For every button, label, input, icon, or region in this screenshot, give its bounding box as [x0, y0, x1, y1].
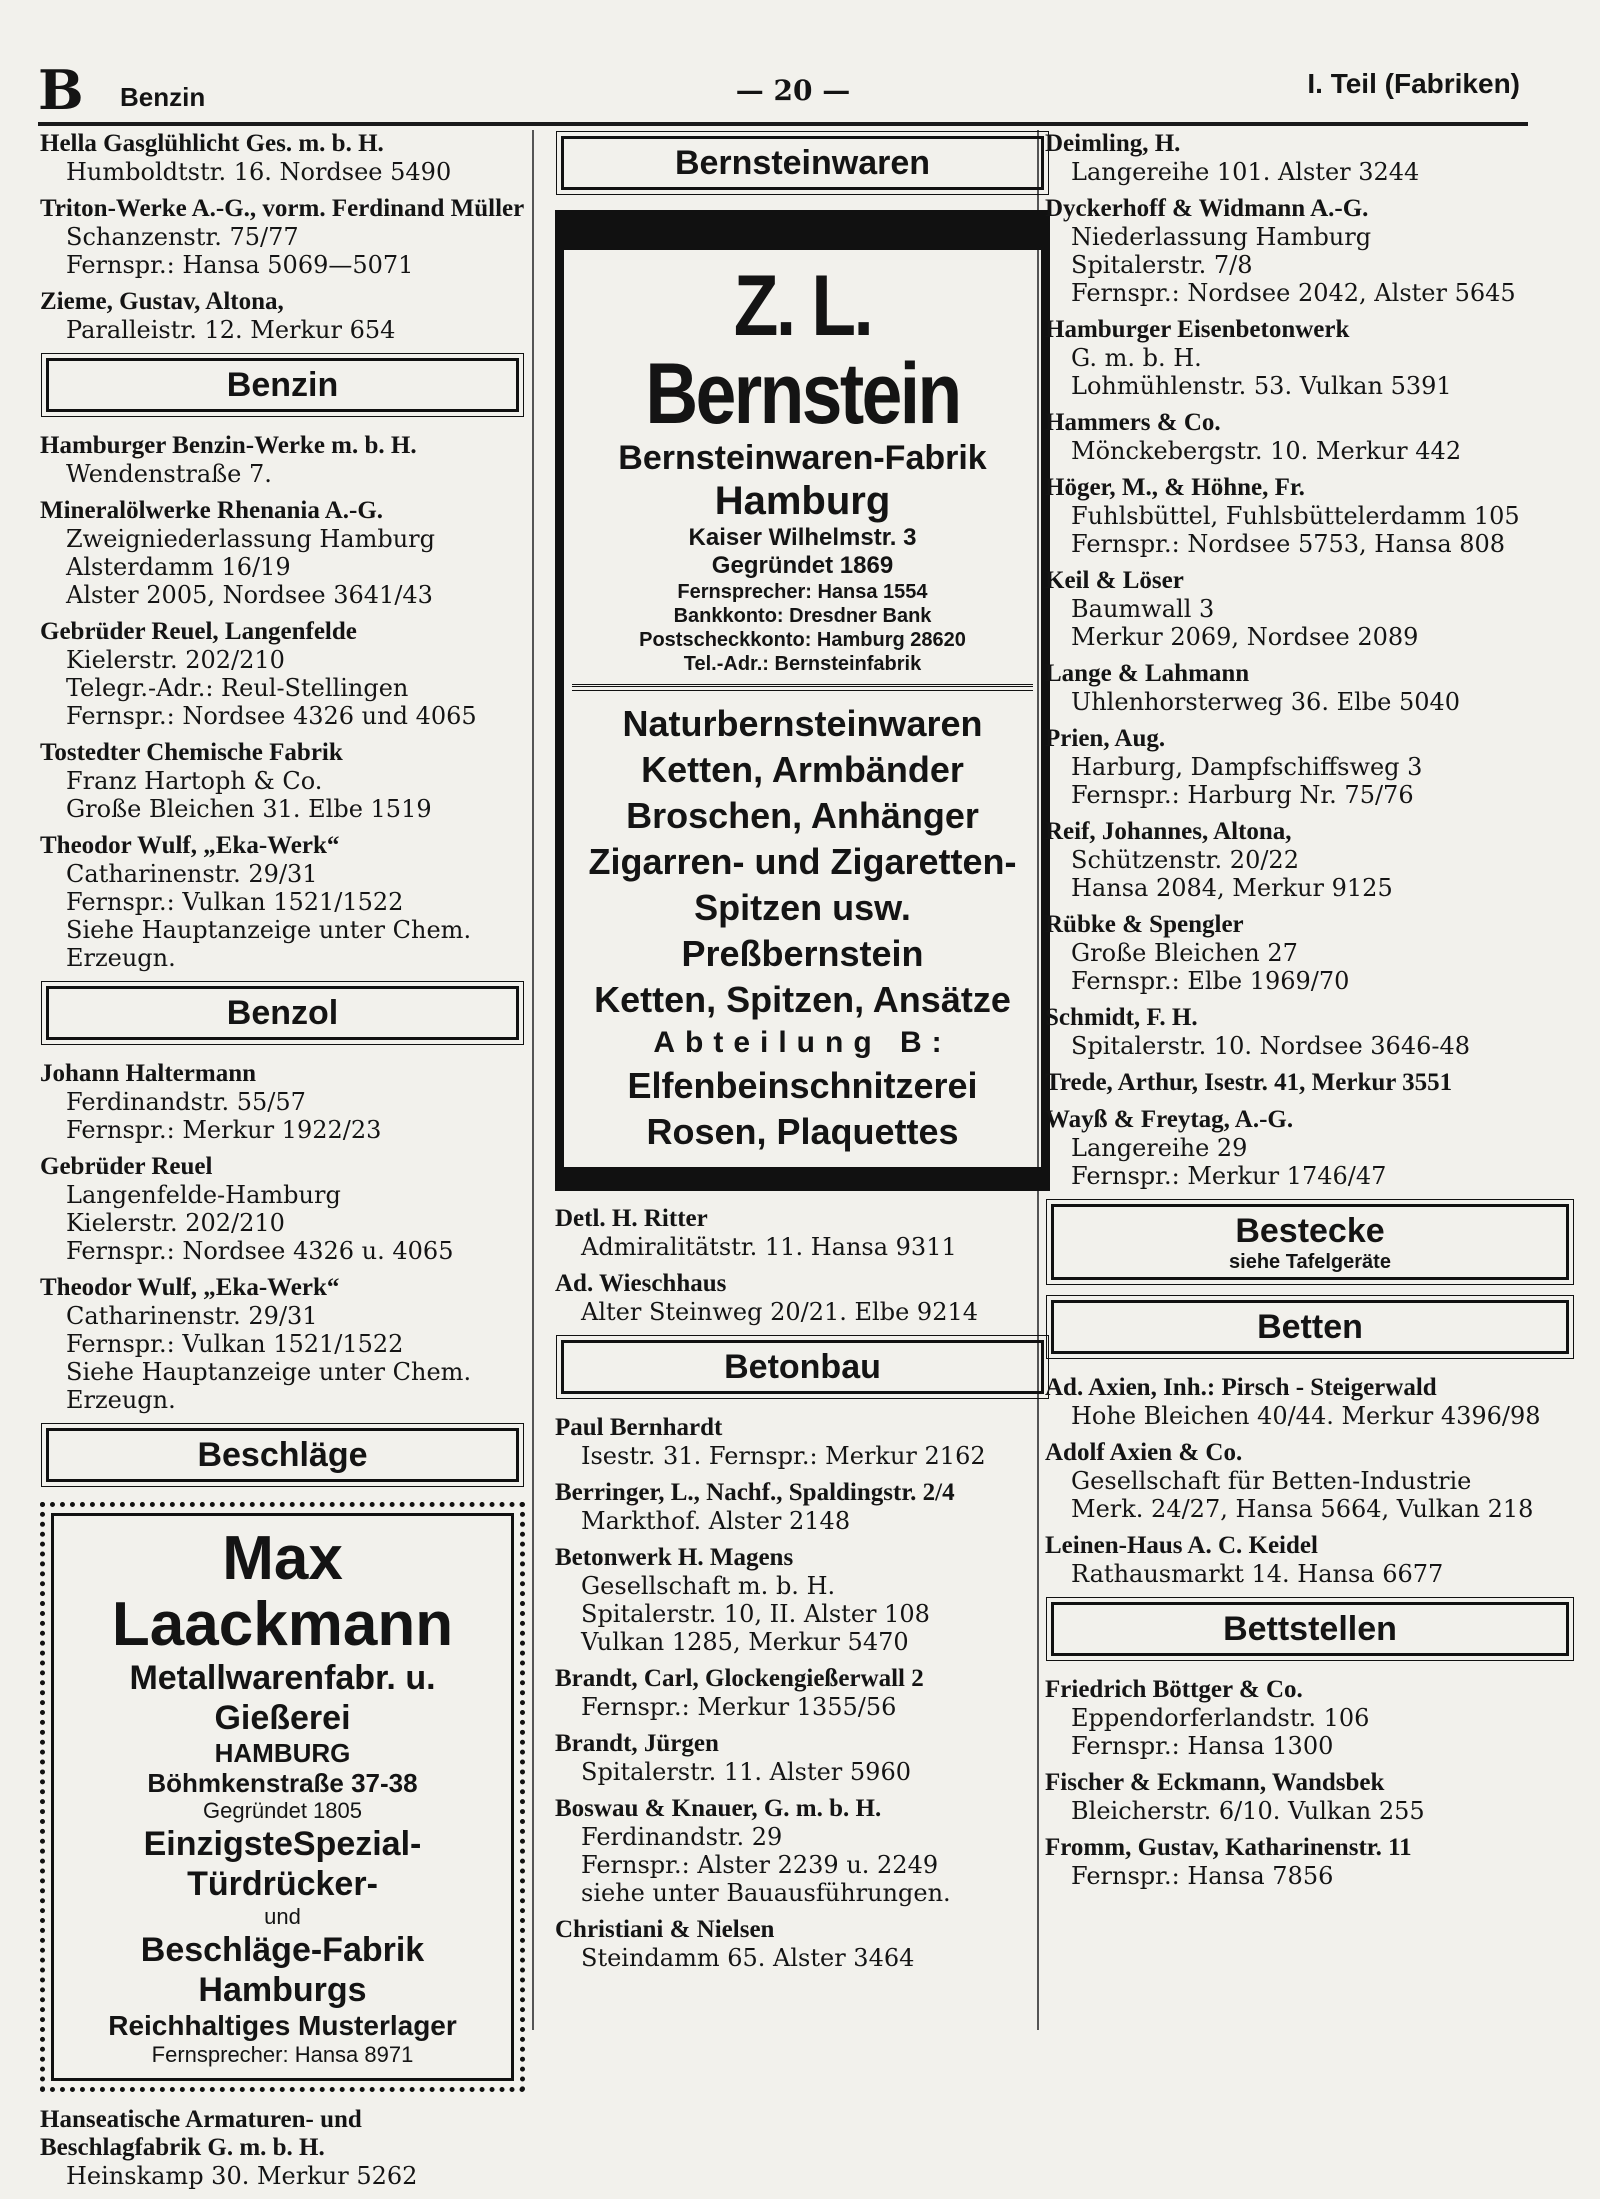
entry-line: Hansa 2084, Merkur 9125 — [1071, 874, 1393, 902]
section-title-betonbau: Betonbau — [561, 1340, 1044, 1394]
directory-entry — [40, 2106, 525, 2190]
directory-entry — [40, 618, 525, 730]
ad-product: Ketten, Armbänder — [641, 749, 964, 790]
entry-line: Langereihe 29 — [1071, 1134, 1248, 1162]
entry-name: Schmidt, F. H. — [1045, 1004, 1198, 1031]
ad-line: Postscheckkonto: Hamburg 28620 — [639, 629, 966, 651]
entry-name: Wayß & Freytag, A.-G. — [1045, 1106, 1294, 1133]
ad-product: Broschen, Anhänger — [626, 795, 979, 836]
directory-entry — [555, 1730, 1050, 1786]
entry-name: Hamburger Eisenbetonwerk — [1045, 316, 1350, 343]
entry-name: Tostedter Chemische Fabrik — [40, 739, 343, 766]
entry-line: Harburg, Dampfschiffsweg 3 — [1071, 753, 1423, 781]
entry-line: Fuhlsbüttel, Fuhlsbüttelerdamm 105 — [1071, 502, 1520, 530]
entry-name: Detl. H. Ritter — [555, 1205, 708, 1232]
entry-list — [555, 1205, 1050, 1326]
entry-line: Fernspr.: Hansa 7856 — [1071, 1862, 1334, 1890]
directory-entry — [1045, 1374, 1575, 1430]
entry-line: Merk. 24/27, Hansa 5664, Vulkan 218 — [1071, 1495, 1534, 1523]
ad-divider — [572, 684, 1033, 691]
entry-name: Lange & Lahmann — [1045, 660, 1250, 687]
entry-line: Humboldtstr. 16. Nordsee 5490 — [66, 158, 452, 186]
directory-entry — [40, 288, 525, 344]
section-title-benzol: Benzol — [46, 986, 519, 1040]
entry-line: Zweigniederlassung Hamburg — [66, 525, 436, 553]
section-letter: B — [38, 58, 84, 122]
entry-line: Catharinenstr. 29/31 — [66, 860, 318, 888]
ad-line: HAMBURG — [214, 1738, 351, 1768]
ad-product: Spitzen usw. — [694, 887, 911, 928]
directory-entry — [40, 195, 525, 279]
entry-line: Baumwall 3 — [1071, 595, 1215, 623]
entry-line: Spitalerstr. 10. Nordsee 3646-48 — [1071, 1032, 1470, 1060]
entry-line: Fernspr.: Nordsee 4326 und 4065 — [66, 702, 477, 730]
directory-entry — [1045, 1069, 1575, 1097]
entry-list — [1045, 1374, 1575, 1588]
ad-product: Rosen, Plaquettes — [646, 1111, 959, 1152]
entry-line: G. m. b. H. — [1071, 344, 1202, 372]
directory-entry — [1045, 1834, 1575, 1890]
ad-line: Gegründet 1869 — [711, 552, 894, 579]
entry-line: Steindamm 65. Alster 3464 — [581, 1944, 915, 1972]
entry-name: Fromm, Gustav, Katharinenstr. 11 — [1045, 1834, 1412, 1861]
section-title-betten: Betten — [1051, 1300, 1569, 1354]
ad-line: und — [264, 1904, 301, 1929]
directory-entry — [1045, 911, 1575, 995]
entry-line: Alster 2005, Nordsee 3641/43 — [66, 581, 433, 609]
entry-line: Isestr. 31. Fernspr.: Merkur 2162 — [581, 1442, 986, 1470]
entry-name: Paul Bernhardt — [555, 1414, 723, 1441]
entry-line: Spitalerstr. 10, II. Alster 108 — [581, 1600, 930, 1628]
entry-name: Dyckerhoff & Widmann A.-G. — [1045, 195, 1369, 222]
entry-line: Kielerstr. 202/210 — [66, 646, 285, 674]
directory-entry — [40, 832, 525, 972]
entry-line: Große Bleichen 27 — [1071, 939, 1298, 967]
section-title-bettstellen: Bettstellen — [1051, 1602, 1569, 1656]
ad-product: Preßbernstein — [681, 933, 924, 974]
ad-line: Bernsteinwaren-Fabrik — [618, 439, 987, 477]
directory-entry — [1045, 1439, 1575, 1523]
page-header — [38, 58, 1528, 126]
entry-line: Große Bleichen 31. Elbe 1519 — [66, 795, 432, 823]
entry-line: Eppendorferlandstr. 106 — [1071, 1704, 1370, 1732]
entry-list — [1045, 130, 1575, 1190]
entry-line: Niederlassung Hamburg — [1071, 223, 1372, 251]
directory-entry — [40, 1060, 525, 1144]
column-2 — [555, 130, 1050, 1981]
ad-department: Abteilung B: — [653, 1026, 952, 1059]
ad-product: Ketten, Spitzen, Ansätze — [594, 979, 1011, 1020]
entry-line: Schützenstr. 20/22 — [1071, 846, 1299, 874]
entry-name: Hamburger Benzin-Werke m. b. H. — [40, 432, 417, 459]
entry-name: Deimling, H. — [1045, 130, 1181, 157]
entry-name: Christiani & Nielsen — [555, 1916, 775, 1943]
entry-line: Lohmühlenstr. 53. Vulkan 5391 — [1071, 372, 1452, 400]
directory-entry — [40, 497, 525, 609]
column-divider — [532, 130, 534, 2030]
directory-entry — [40, 739, 525, 823]
ad-company-name: Max Laackmann — [111, 1524, 454, 1659]
directory-entry — [1045, 1769, 1575, 1825]
entry-name: Gebrüder Reuel, Langenfelde — [40, 618, 357, 645]
directory-entry — [1045, 1676, 1575, 1760]
entry-name: Johann Haltermann — [40, 1060, 257, 1087]
entry-name: Friedrich Böttger & Co. — [1045, 1676, 1303, 1703]
entry-line: Siehe Hauptanzeige unter Chem. Erzeugn. — [66, 916, 472, 972]
entry-line: Fernspr.: Hansa 5069—5071 — [66, 251, 414, 279]
entry-line: Kielerstr. 202/210 — [66, 1209, 285, 1237]
entry-line: Telegr.-Adr.: Reul-Stellingen — [66, 674, 409, 702]
entry-name: Betonwerk H. Magens — [555, 1544, 794, 1571]
entry-line: Uhlenhorsterweg 36. Elbe 5040 — [1071, 688, 1461, 716]
column-1 — [40, 130, 525, 2199]
entry-list — [555, 1414, 1050, 1972]
header-part: I. Teil (Fabriken) — [1307, 68, 1520, 99]
entry-line: Spitalerstr. 7/8 — [1071, 251, 1253, 279]
directory-entry — [1045, 195, 1575, 307]
ad-line: Tel.-Adr.: Bernsteinfabrik — [683, 653, 922, 675]
section-title-bernsteinwaren: Bernsteinwaren — [561, 136, 1044, 190]
entry-line: Fernspr.: Nordsee 5753, Hansa 808 — [1071, 530, 1506, 558]
advertisement-bernstein — [555, 210, 1050, 1191]
ad-line: Hamburg — [714, 479, 891, 523]
directory-entry — [555, 1795, 1050, 1907]
entry-name: Mineralölwerke Rhenania A.-G. — [40, 497, 384, 524]
entry-name: Hanseatische Armaturen- und Beschlagfabrik G. m. b. H. — [40, 2106, 362, 2161]
entry-line: Merkur 2069, Nordsee 2089 — [1071, 623, 1419, 651]
section-title-bestecke — [1051, 1204, 1569, 1280]
section-subtitle: siehe Tafelgeräte — [1229, 1251, 1391, 1273]
directory-entry — [555, 1665, 1050, 1721]
page-number: — 20 — — [735, 74, 851, 107]
directory-entry — [1045, 660, 1575, 716]
ad-product: Naturbernsteinwaren — [622, 703, 983, 744]
entry-name: Triton-Werke A.-G., vorm. Ferdinand Müller — [40, 195, 525, 222]
entry-line: Fernspr.: Merkur 1922/23 — [66, 1116, 382, 1144]
entry-line: Ferdinandstr. 55/57 — [66, 1088, 306, 1116]
ad-line: Bankkonto: Dresdner Bank — [673, 605, 932, 627]
entry-line: Ferdinandstr. 29 — [581, 1823, 783, 1851]
entry-line: Alter Steinweg 20/21. Elbe 9214 — [581, 1298, 979, 1326]
entry-name: Berringer, L., Nachf., Spaldingstr. 2/4 — [555, 1479, 955, 1506]
entry-list — [40, 1060, 525, 1414]
entry-name: Fischer & Eckmann, Wandsbek — [1045, 1769, 1385, 1796]
entry-name: Höger, M., & Höhne, Fr. — [1045, 474, 1305, 501]
entry-line: Fernspr.: Nordsee 4326 u. 4065 — [66, 1237, 454, 1265]
directory-entry — [40, 432, 525, 488]
ad-line: Beschläge-Fabrik Hamburgs — [140, 1931, 425, 2009]
ad-line: Fernsprecher: Hansa 1554 — [677, 581, 928, 603]
directory-entry — [1045, 567, 1575, 651]
entry-name: Theodor Wulf, „Eka-Werk“ — [40, 1274, 340, 1301]
column-3 — [1045, 130, 1575, 1899]
entry-line: Rathausmarkt 14. Hansa 6677 — [1071, 1560, 1444, 1588]
entry-line: Gesellschaft m. b. H. — [581, 1572, 836, 1600]
entry-line: Fernspr.: Merkur 1746/47 — [1071, 1162, 1387, 1190]
entry-name: Brandt, Jürgen — [555, 1730, 719, 1757]
directory-entry — [1045, 1106, 1575, 1190]
entry-line: Mönckebergstr. 10. Merkur 442 — [1071, 437, 1462, 465]
entry-line: Spitalerstr. 11. Alster 5960 — [581, 1758, 911, 1786]
ad-line: EinzigsteSpezial-Türdrücker- — [143, 1825, 422, 1903]
directory-entry — [555, 1479, 1050, 1535]
ad-product: Elfenbeinschnitzerei — [627, 1065, 978, 1106]
entry-line: Langenfelde-Hamburg — [66, 1181, 341, 1209]
entry-line: Admiralitätstr. 11. Hansa 9311 — [581, 1233, 957, 1261]
entry-line: siehe unter Bauausführungen. — [581, 1879, 951, 1907]
entry-name: Brandt, Carl, Glockengießerwall 2 — [555, 1665, 924, 1692]
entry-line: Vulkan 1285, Merkur 5470 — [581, 1628, 909, 1656]
entry-name: Zieme, Gustav, Altona, — [40, 288, 284, 315]
entry-name: Ad. Axien, Inh.: Pirsch - Steigerwald — [1045, 1374, 1437, 1401]
directory-entry — [1045, 818, 1575, 902]
entry-line: Heinskamp 30. Merkur 5262 — [66, 2162, 418, 2190]
entry-list — [40, 432, 525, 972]
entry-line: Fernspr.: Hansa 1300 — [1071, 1732, 1334, 1760]
directory-entry — [1045, 1004, 1575, 1060]
directory-entry — [555, 1916, 1050, 1972]
entry-line: Paralleistr. 12. Merkur 654 — [66, 316, 396, 344]
directory-entry — [1045, 130, 1575, 186]
entry-name: Prien, Aug. — [1045, 725, 1166, 752]
entry-line: Alsterdamm 16/19 — [66, 553, 291, 581]
ad-product: Zigarren- und Zigaretten- — [588, 841, 1017, 882]
directory-entry — [1045, 409, 1575, 465]
ad-line: Metallwarenfabr. u. Gießerei — [129, 1659, 436, 1737]
directory-entry — [1045, 316, 1575, 400]
entry-line: Fernspr.: Elbe 1969/70 — [1071, 967, 1350, 995]
entry-name: Leinen-Haus A. C. Keidel — [1045, 1532, 1318, 1559]
entry-name: Theodor Wulf, „Eka-Werk“ — [40, 832, 340, 859]
entry-name: Ad. Wieschhaus — [555, 1270, 727, 1297]
entry-line: Fernspr.: Vulkan 1521/1522 — [66, 1330, 404, 1358]
entry-name: Trede, Arthur, Isestr. 41, Merkur 3551 — [1045, 1069, 1453, 1096]
entry-name: Gebrüder Reuel — [40, 1153, 213, 1180]
entry-name: Adolf Axien & Co. — [1045, 1439, 1243, 1466]
entry-name: Boswau & Knauer, G. m. b. H. — [555, 1795, 882, 1822]
entry-line: Markthof. Alster 2148 — [581, 1507, 851, 1535]
entry-line: Wendenstraße 7. — [66, 460, 272, 488]
ad-line: Fernsprecher: Hansa 8971 — [151, 2042, 414, 2067]
directory-entry — [555, 1414, 1050, 1470]
entry-line: Hohe Bleichen 40/44. Merkur 4396/98 — [1071, 1402, 1541, 1430]
directory-entry — [555, 1544, 1050, 1656]
entry-line: Fernspr.: Nordsee 2042, Alster 5645 — [1071, 279, 1516, 307]
entry-list — [40, 130, 525, 344]
ad-line: Böhmkenstraße 37-38 — [147, 1768, 418, 1798]
section-title-benzin: Benzin — [46, 358, 519, 412]
directory-entry — [40, 1274, 525, 1414]
directory-entry — [40, 130, 525, 186]
entry-name: Rübke & Spengler — [1045, 911, 1244, 938]
entry-line: Fernspr.: Harburg Nr. 75/76 — [1071, 781, 1414, 809]
entry-line: Langereihe 101. Alster 3244 — [1071, 158, 1420, 186]
directory-entry — [1045, 1532, 1575, 1588]
entry-line: Schanzenstr. 75/77 — [66, 223, 299, 251]
entry-name: Reif, Johannes, Altona, — [1045, 818, 1292, 845]
entry-list — [1045, 1676, 1575, 1890]
directory-entry — [40, 1153, 525, 1265]
entry-name: Hammers & Co. — [1045, 409, 1221, 436]
entry-line: Fernspr.: Alster 2239 u. 2249 — [581, 1851, 939, 1879]
entry-list — [40, 2106, 525, 2190]
directory-entry — [1045, 474, 1575, 558]
ad-line: Reichhaltiges Musterlager — [108, 2010, 457, 2041]
advertisement-laackmann — [40, 1502, 525, 2092]
entry-line: Bleicherstr. 6/10. Vulkan 255 — [1071, 1797, 1425, 1825]
ad-line: Gegründet 1805 — [202, 1798, 363, 1823]
entry-name: Hella Gasglühlicht Ges. m. b. H. — [40, 130, 384, 157]
header-keyword: Benzin — [120, 82, 206, 112]
entry-line: Catharinenstr. 29/31 — [66, 1302, 318, 1330]
entry-line: Franz Hartoph & Co. — [66, 767, 323, 795]
entry-line: Fernspr.: Merkur 1355/56 — [581, 1693, 897, 1721]
ad-company-name: Z. L. Bernstein — [645, 258, 960, 442]
entry-line: Fernspr.: Vulkan 1521/1522 — [66, 888, 404, 916]
ad-line: Kaiser Wilhelmstr. 3 — [688, 524, 917, 551]
entry-name: Keil & Löser — [1045, 567, 1184, 594]
section-title-text: Bestecke — [1235, 1212, 1385, 1250]
entry-line: Siehe Hauptanzeige unter Chem. Erzeugn. — [66, 1358, 472, 1414]
entry-line: Gesellschaft für Betten-Industrie — [1071, 1467, 1472, 1495]
directory-entry — [555, 1270, 1050, 1326]
section-title-beschlaege: Beschläge — [46, 1428, 519, 1482]
directory-entry — [1045, 725, 1575, 809]
directory-entry — [555, 1205, 1050, 1261]
